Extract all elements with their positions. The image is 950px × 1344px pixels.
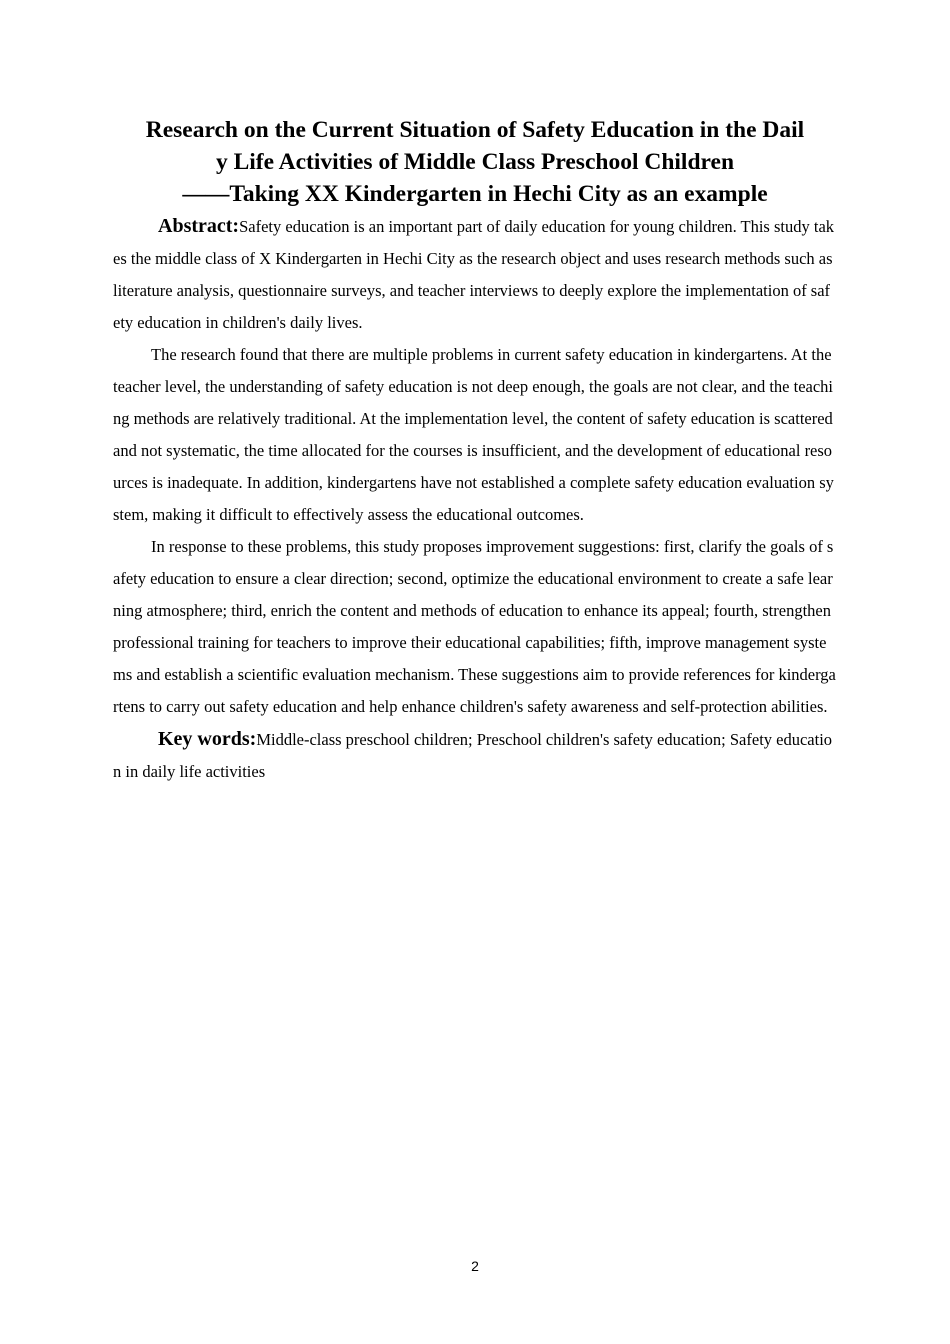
abstract-paragraph-3: In response to these problems, this study proposes improvement suggestions: first, clarify the goals of safety education to ensure a clear direction; second, optimize the educational environment to create a safe learning atmosphere; third, enrich the content and methods of education to enhance its appeal; fourth, strengthen professional training for teachers to improve their educational capabilities; fifth, improve management systems and establish a scientific evaluation mechanism. These suggestions aim to provide references for kindergartens to carry out safety education and help enhance children's safety awareness and self-protection abilities. [113, 537, 836, 716]
abstract-text-1: Safety education is an important part of daily education for young children. This study takes the middle class of X Kindergarten in Hechi City as the research object and uses research methods such as literature analysis, questionnaire surveys, and teacher interviews to deeply explore the implementation of safety education in children's daily lives. [113, 217, 835, 332]
page-number: 2 [471, 1258, 479, 1274]
page-title [113, 114, 837, 210]
abstract-section [113, 210, 837, 788]
abstract-paragraph-2: The research found that there are multiple problems in current safety education in kindergartens. At the teacher level, the understanding of safety education is not deep enough, the goals are not clear, and the teaching methods are relatively traditional. At the implementation level, the content of safety education is scattered and not systematic, the time allocated for the courses is insufficient, and the development of educational resources is inadequate. In addition, kindergartens have not established a complete safety education evaluation system, making it difficult to effectively assess the educational outcomes. [113, 345, 834, 524]
keywords-label: Key words: [158, 728, 257, 750]
keywords-text: Middle-class preschool children; Preschool children's safety education; Safety education in daily life activities [113, 730, 833, 781]
title-line-1: Research on the Current Situation of Safety Education in the Dail [145, 117, 805, 143]
abstract-paragraph-1 [113, 210, 837, 339]
keywords-paragraph [113, 723, 837, 788]
title-line-2: y Life Activities of Middle Class Preschool Children [215, 149, 735, 175]
title-line-3: ——Taking XX Kindergarten in Hechi City as an example [182, 181, 768, 207]
abstract-label: Abstract: [158, 215, 240, 237]
